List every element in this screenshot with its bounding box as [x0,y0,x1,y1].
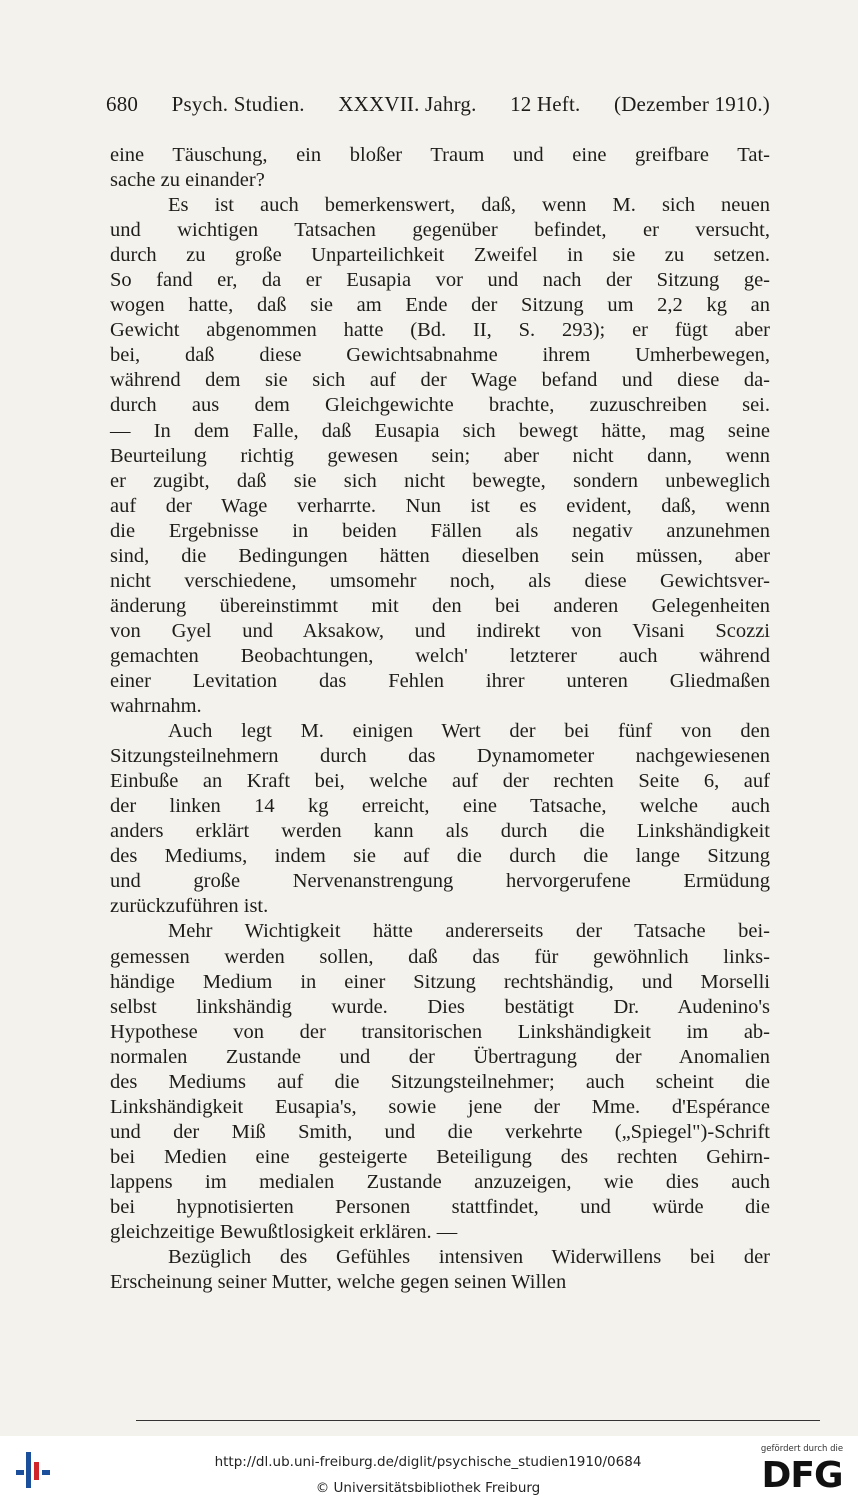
sponsor-logo-text: DFG [761,1455,843,1496]
sponsor-label: gefördert durch die [760,1444,844,1454]
text-line: sache zu einander? [110,169,265,192]
text-line: sind, die Bedingungen hätten dieselben sein müssen, aber [110,544,770,567]
text-line: und große Nervenanstrengung hervorgerufene Ermüdung [110,870,770,893]
text-line: änderung übereinstimmt mit den bei anderen Gelegenheiten [110,594,770,617]
text-line: gleichzeitige Bewußtlosigkeit erklären. — [110,1221,458,1244]
footer-rule [136,1420,820,1421]
text-line: zurückzuführen ist. [110,895,269,918]
text-line: selbst linkshändig wurde. Dies bestätigt Dr. Audenino's [110,995,770,1018]
text-line: — In dem Falle, daß Eusapia sich bewegt hätte, mag seine [110,419,770,442]
text-line: Mehr Wichtigkeit hätte andererseits der Tatsache bei- [168,920,770,943]
text-line: einer Levitation das Fehlen ihrer unteren Gliedmaßen [110,669,770,692]
text-line: Linkshändigkeit Eusapia's, sowie jene der Mme. d'Espérance [110,1095,770,1118]
text-line: wahrnahm. [110,695,202,718]
text-line: bei Medien eine gesteigerte Beteiligung des rechten Gehirn- [110,1145,770,1168]
copyright-notice: © Universitätsbibliothek Freiburg [315,1480,541,1496]
text-line: und wichtigen Tatsachen gegenüber befindet, er versucht, [110,219,770,242]
text-line: des Mediums, indem sie auf die durch die lange Sitzung [110,845,770,868]
text-line: durch aus dem Gleichgewichte brachte, zuzuschreiben sei. [110,394,770,417]
running-header [106,92,770,117]
body-text [110,143,770,1295]
text-line: händige Medium in einer Sitzung rechtshändig, und Morselli [110,970,770,993]
text-line: Gewicht abgenommen hatte (Bd. II, S. 293); er fügt aber [110,319,770,342]
text-line: eine Täuschung, ein bloßer Traum und eine greifbare Tat- [110,144,770,166]
source-url-link[interactable]: http://dl.ub.uni-freiburg.de/diglit/psychische_studien1910/0684 [214,1454,642,1470]
issue: 12 Heft. [510,92,581,116]
text-line: des Mediums auf die Sitzungsteilnehmer; auch scheint die [110,1070,770,1093]
text-line: nicht verschiedene, umsomehr noch, als diese Gewichtsver- [110,569,770,592]
text-line: wogen hatte, daß sie am Ende der Sitzung um 2,2 kg an [110,294,770,317]
text-line: durch zu große Unparteilichkeit Zweifel in sie zu setzen. [110,244,770,267]
text-line: der linken 14 kg erreicht, eine Tatsache, welche auch [110,795,770,818]
text-line: normalen Zustande und der Übertragung der Anomalien [110,1045,770,1068]
text-line: während dem sie sich auf der Wage befand und diese da- [110,369,770,392]
text-line: Bezüglich des Gefühles intensiven Widerwillens bei der [168,1246,770,1269]
text-line: Auch legt M. einigen Wert der bei fünf von den [168,720,770,743]
text-line: bei hypnotisierten Personen stattfindet, und würde die [110,1195,770,1218]
text-line: Sitzungsteilnehmern durch das Dynamometer nachgewiesenen [110,745,770,768]
issue-date: (Dezember 1910.) [614,92,770,116]
text-line: gemessen werden sollen, daß das für gewöhnlich links- [110,945,770,968]
journal-title: Psych. Studien. [171,92,305,116]
text-line: anders erklärt werden kann als durch die Linkshändigkeit [110,820,770,843]
university-library-logo-icon [12,1448,52,1492]
text-line: Beurteilung richtig gewesen sein; aber nicht dann, wenn [110,444,770,467]
text-line: auf der Wage verharrte. Nun ist es evident, daß, wenn [110,494,770,517]
text-line: Einbuße an Kraft bei, welche auf der rechten Seite 6, auf [110,770,770,793]
text-line: gemachten Beobachtungen, welch' letzterer auch während [110,644,770,667]
text-line: Erscheinung seiner Mutter, welche gegen seinen Willen [110,1271,567,1294]
dfg-logo-icon [752,1444,852,1496]
text-line: die Ergebnisse in beiden Fällen als negativ anzunehmen [110,519,770,542]
text-line: von Gyel und Aksakow, und indirekt von Visani Scozzi [110,619,770,642]
volume: XXXVII. Jahrg. [338,92,477,116]
text-line: und der Miß Smith, und die verkehrte („Spiegel")-Schrift [110,1120,770,1143]
text-line: bei, daß diese Gewichtsabnahme ihrem Umherbewegen, [110,344,770,367]
page-number: 680 [106,92,139,116]
text-line: Hypothese von der transitorischen Linkshändigkeit im ab- [110,1020,770,1043]
text-line: lappens im medialen Zustande anzuzeigen, wie dies auch [110,1170,770,1193]
text-line: So fand er, da er Eusapia vor und nach der Sitzung ge- [110,269,770,292]
text-line: er zugibt, daß sie sich nicht bewegte, sondern unbeweglich [110,469,770,492]
text-line: Es ist auch bemerkenswert, daß, wenn M. sich neuen [168,194,770,217]
viewer-footer [0,1436,858,1502]
